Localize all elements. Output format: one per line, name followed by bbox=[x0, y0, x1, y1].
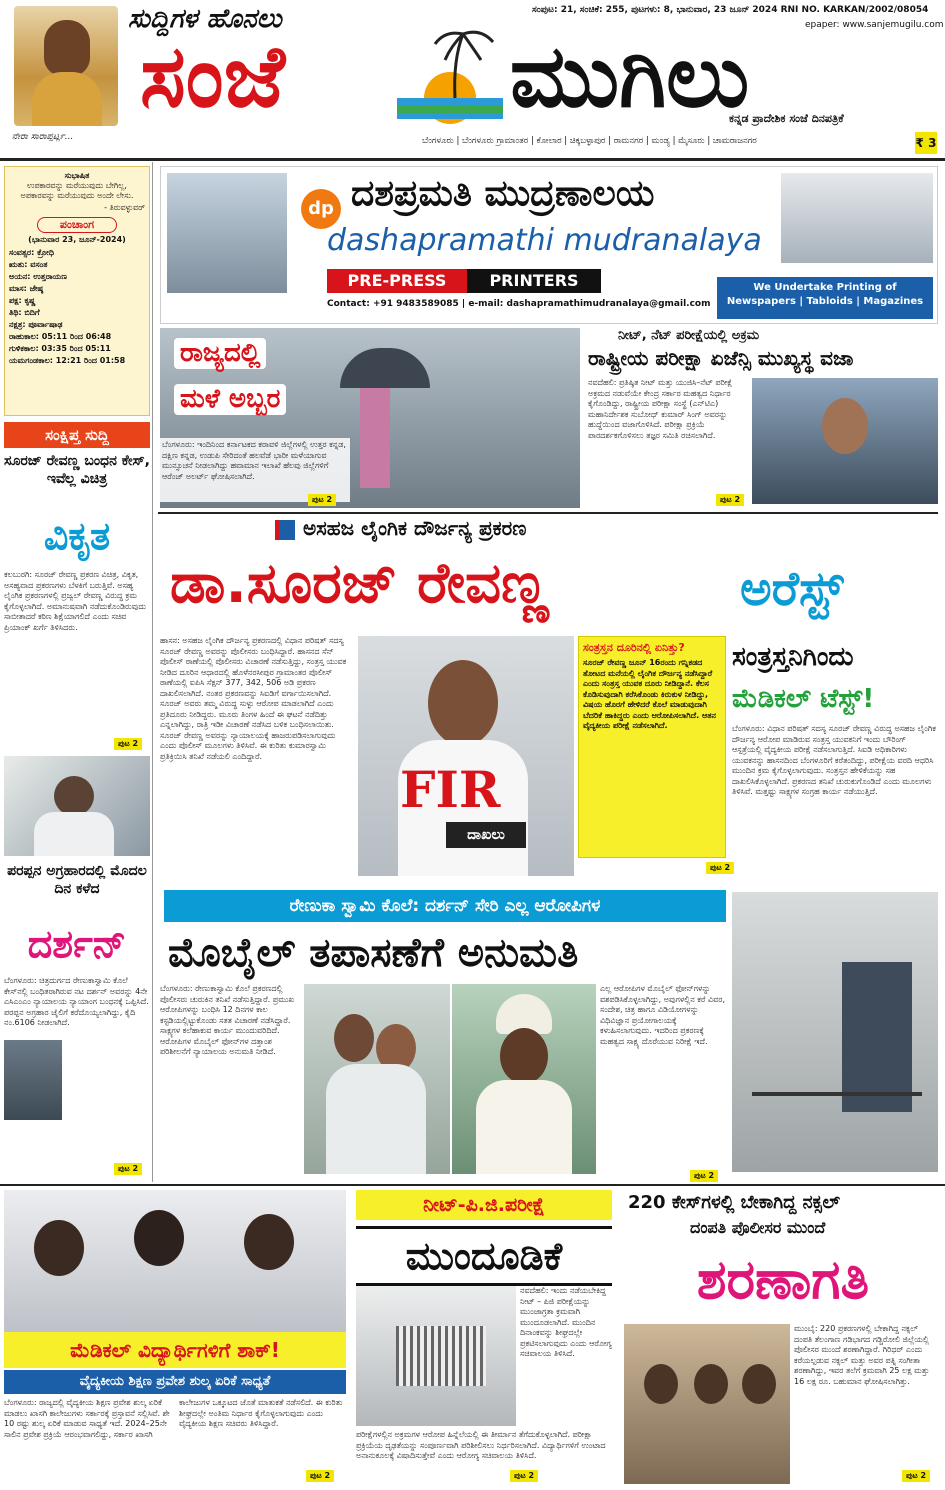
naxal-page-ref[interactable]: ಪುಟ 2 bbox=[902, 1470, 930, 1482]
neetpg-photo bbox=[356, 1286, 516, 1426]
lead-body: ಹಾಸನ: ಅಸಹಜ ಲೈಂಗಿಕ ದೌರ್ಜನ್ಯ ಪ್ರಕರಣದಲ್ಲಿ ವಿಧಾನ ಪರಿಷತ್ ಸದಸ್ಯ ಸೂರಜ್ ರೇವಣ್ಣ ಅವರನ್ನು ಪೊಲೀಸರು ಬಂಧಿಸಿದ್ದಾರೆ. ಹಾಸನದ ಸೆನ್ ಪೊಲೀಸ್ ಠಾಣೆಯಲ್ಲಿ ಪೊಲೀಸರು ವಿಚಾರಣೆ ನಡೆಸುತ್ತಿದ್ದು, ಸಂತ್ರಸ್ತ ಯುವಕ ನೀಡಿದ ದೂರಿನ ಆಧಾರದಲ್ಲಿ ಹೊಳೆನರಸೀಪುರ ಗ್ರಾಮಾಂತರ ಪೊಲೀಸ್ ಠಾಣೆಯಲ್ಲಿ ಐಪಿಸಿ ಸೆಕ್ಷನ್ 377, 342, 506 ಅಡಿ ಪ್ರಕರಣ ದಾಖಲಿಸಲಾಗಿದೆ. ನಂತರ ಪ್ರಕರಣವನ್ನು ಸಿಐಡಿಗೆ ವರ್ಗಾಯಿಸಲಾಗಿದೆ. ಸೂರಜ್ ಅವರು ತಮ್ಮ ವಿರುದ್ಧ ಸುಳ್ಳು ಆರೋಪ ಮಾಡಲಾಗಿದೆ ಎಂದು ಪ್ರತಿದೂರು ನೀಡಿದ್ದರು. ಮೂರು ತಿಂಗಳ ಹಿಂದೆ ಈ ಘಟನೆ ನಡೆದಿತ್ತು ಎನ್ನಲಾಗಿದ್ದು, ರಾತ್ರಿ ಇಡೀ ವಿಚಾರಣೆ ನಡೆಸಿದ ಬಳಿಕ ಬಂಧಿಸಲಾಯಿತು. ಸೂರಜ್ ರೇವಣ್ಣ ಅವರನ್ನು ನ್ಯಾಯಾಲಯಕ್ಕೆ ಹಾಜರುಪಡಿಸಲಾಗುವುದು ಎಂದು ಪೊಲೀಸ್ ಮೂಲಗಳು ತಿಳಿಸಿವೆ. ಈ ಕುರಿತು ಕುಮಾರಸ್ವಾಮಿ ಪ್ರತಿಕ್ರಿಯಿಸಿ ತನಿಖೆ ನಡೆಯಲಿ ಎಂದಿದ್ದಾರೆ. bbox=[160, 636, 347, 761]
paper-subtitle: ಕನ್ನಡ ಪ್ರಾದೇಶಿಕ ಸಂಜೆ ದಿನಪತ್ರಿಕೆ bbox=[729, 112, 844, 125]
darshan-kicker: ರೇಣುಕಾ ಸ್ವಾಮಿ ಕೊಲೆ: ದರ್ಶನ್ ಸೇರಿ ಎಲ್ಲ ಆರೋಪಿಗಳ bbox=[164, 890, 726, 922]
rain-story bbox=[160, 328, 580, 508]
editor-photo bbox=[14, 6, 118, 126]
medical-page-ref[interactable]: ಪುಟ 2 bbox=[306, 1470, 334, 1482]
naxal-head: ಶರಣಾಗತಿ bbox=[696, 1248, 870, 1311]
medical-body: ಬೆಂಗಳೂರು: ರಾಜ್ಯದಲ್ಲಿ ವೈದ್ಯಕೀಯ ಶಿಕ್ಷಣ ಪ್ರವೇಶ ಶುಲ್ಕ ಏರಿಕೆ ಮಾಡಲು ಖಾಸಗಿ ಕಾಲೇಜುಗಳು ಸರ್ಕಾರಕ್ಕೆ ಪ್ರಸ್ತಾವನೆ ಸಲ್ಲಿಸಿವೆ. ಶೇ 10 ರಷ್ಟು ಶುಲ್ಕ ಏರಿಕೆ ಮಾಡುವ ಸಾಧ್ಯತೆ ಇದೆ. 2024–25ನೇ ಸಾಲಿನ ಪ್ರವೇಶ ಪ್ರಕ್ರಿಯೆ ಆರಂಭವಾಗಲಿದ್ದು, ಸರ್ಕಾರ ಖಾಸಗಿ ಕಾಲೇಜುಗಳ ಒಕ್ಕೂಟದ ಜೊತೆ ಮಾತುಕತೆ ನಡೆಸಲಿದೆ. ಈ ಕುರಿತು ಶೀಘ್ರದಲ್ಲೇ ಅಂತಿಮ ನಿರ್ಧಾರ ಕೈಗೊಳ್ಳಲಾಗುವುದು ಎಂದು ವೈದ್ಯಕೀಯ ಶಿಕ್ಷಣ ಸಚಿವರು ತಿಳಿಸಿದ್ದಾರೆ. bbox=[4, 1398, 343, 1439]
kicker-marker-icon bbox=[275, 520, 295, 540]
issue-meta: ಸಂಪುಟ: 21, ಸಂಚಿಕೆ: 255, ಪುಟಗಳು: 8, ಭಾನುವಾರ, 23 ಜೂನ್ 2024 RNI NO. KARKAN/2002/08054 bbox=[532, 5, 929, 15]
story2-big: ದರ್ಶನ್ bbox=[27, 922, 127, 966]
ad-contact: Contact: +91 9483589085 | e-mail: dashapramathimudranalaya@gmail.com bbox=[327, 299, 711, 309]
lead-headline-red: ಡಾ.ಸೂರಜ್ ರೇವಣ್ಣ bbox=[170, 551, 549, 616]
epaper-link[interactable]: epaper: www.sanjemugilu.com bbox=[805, 20, 944, 30]
panchanga-date: (ಭಾನುವಾರ 23, ಜೂನ್-2024) bbox=[28, 235, 126, 244]
title-left: ಸಂಜೆ bbox=[140, 27, 285, 127]
price: ₹ 3 bbox=[915, 132, 937, 154]
ad-right-text: We Undertake Printing of Newspapers | Tabloids | Magazines bbox=[717, 277, 933, 319]
quote: ಉಪಕಾರವನ್ನು ಮರೆಯುವುದು ಬೇಗಿಲ್ಲ, ಅಪಕಾರವನ್ನು ಮರೆಯುವುದು ಅಂದೇ ಲೇಸು. bbox=[20, 181, 134, 200]
naxal-kicker2: ದಂಪತಿ ಪೊಲೀಸರ ಮುಂದೆ bbox=[690, 1218, 826, 1237]
darshan-photo1 bbox=[304, 984, 450, 1174]
neet-page-ref[interactable]: ಪುಟ 2 bbox=[716, 494, 744, 506]
neetpg-body2: ಪರೀಕ್ಷೆಗಳಲ್ಲಿನ ಅಕ್ರಮಗಳ ಆರೋಪ ಹಿನ್ನೆಲೆಯಲ್ಲಿ ಈ ತೀರ್ಮಾನ ತೆಗೆದುಕೊಳ್ಳಲಾಗಿದೆ. ಪರೀಕ್ಷಾ ಪ್ರಕ್ರಿಯೆಯ ದೃಢತೆಯನ್ನು ಸಂಪೂರ್ಣವಾಗಿ ಪರಿಶೀಲಿಸಲು ನಿರ್ಧರಿಸಲಾಗಿದೆ. ವಿದ್ಯಾರ್ಥಿಗಳಿಗೆ ಉಂಟಾದ ಅನಾನುಕೂಲಕ್ಕೆ ವಿಷಾದಿಸುತ್ತೇವೆ ಎಂದು ಆರೋಗ್ಯ ಸಚಿವಾಲಯ ತಿಳಿಸಿದೆ. bbox=[356, 1430, 606, 1460]
story1-head: ಸೂರಜ್ ರೇವಣ್ಣ ಬಂಧನ ಕೇಸ್, ಇವೆಲ್ಲ ವಿಚಿತ್ರ bbox=[4, 453, 150, 487]
ad-prepress: PRE-PRESS bbox=[327, 269, 467, 293]
neetpg-kicker: ನೀಟ್-ಪಿ.ಜಿ.ಪರೀಕ್ಷೆ bbox=[356, 1190, 612, 1220]
panchanga-title: ಪಂಚಾಂಗ bbox=[37, 217, 117, 233]
rain-head1: ರಾಜ್ಯದಲ್ಲಿ bbox=[174, 338, 266, 369]
tagline: ಸುದ್ದಿಗಳ ಹೊನಲು bbox=[128, 4, 282, 34]
fir-sub: ದಾಖಲು bbox=[446, 822, 526, 848]
panchanga-item: ಯಮಗಂಡಕಾಲ: 12:21 ರಿಂದ 01:58 bbox=[9, 356, 126, 365]
neetpg-body1: ನವದೆಹಲಿ: ಇಂದು ನಡೆಯಬೇಕಿದ್ದ ನೀಟ್ – ಪಿಜಿ ಪರೀಕ್ಷೆಯನ್ನು ಮುಂಜಾಗ್ರತಾ ಕ್ರಮವಾಗಿ ಮುಂದೂಡಲಾಗಿದೆ. ಮುಂದಿನ ದಿನಾಂಕವನ್ನು ಶೀಘ್ರದಲ್ಲೇ ಪ್ರಕಟಿಸಲಾಗುವುದು ಎಂದು ಆರೋಗ್ಯ ಸಚಿವಾಲಯ ತಿಳಿಸಿದೆ. bbox=[520, 1286, 612, 1358]
darshan-body1: ಬೆಂಗಳೂರು: ರೇಣುಕಾಸ್ವಾಮಿ ಕೊಲೆ ಪ್ರಕರಣದಲ್ಲಿ ಪೊಲೀಸರು ಚುರುಕಿನ ತನಿಖೆ ನಡೆಸುತ್ತಿದ್ದಾರೆ. ಪ್ರಮುಖ ಆರೋಪಿಗಳನ್ನು ಬಂಧಿಸಿ 12 ದಿನಗಳ ಕಾಲ ಕಸ್ಟಡಿಯಲ್ಲಿಟ್ಟುಕೊಂಡು ಸತತ ವಿಚಾರಣೆ ನಡೆಸಿದ್ದಾರೆ. ಸಾಕ್ಷ್ಯಗಳ ಕಲೆಹಾಕುವ ಕಾರ್ಯ ಮುಂದುವರಿದಿದೆ. ಆರೋಪಿಗಳ ಮೊಬೈಲ್ ಫೋನ್‌ಗಳ ದತ್ತಾಂಶ ಪರಿಶೀಲನೆಗೆ ನ್ಯಾಯಾಲಯ ಅನುಮತಿ ನೀಡಿದೆ. bbox=[160, 984, 295, 1056]
ad-printers: PRINTERS bbox=[467, 269, 601, 293]
lead-kicker: ಅಸಹಜ ಲೈಂಗಿಕ ದೌರ್ಜನ್ಯ ಪ್ರಕರಣ bbox=[275, 516, 695, 544]
panchanga-item: ಋತು: ವಸಂತ bbox=[9, 260, 48, 269]
cctv-photo bbox=[732, 892, 938, 1172]
ad-title-en: dashapramathi mudranalaya bbox=[327, 223, 762, 258]
medical-sub: ವೈದ್ಯಕೀಯ ಶಿಕ್ಷಣ ಪ್ರವೇಶ ಶುಲ್ಕ ಏರಿಕೆ ಸಾಧ್ಯತೆ bbox=[4, 1370, 346, 1394]
ad-machine-left bbox=[167, 173, 287, 293]
panchanga-item: ಅಯನ: ಉತ್ತರಾಯಣ bbox=[9, 272, 67, 281]
darshan-body2: ಎಲ್ಲ ಆರೋಪಿಗಳ ಮೊಬೈಲ್ ಫೋನ್‌ಗಳನ್ನು ವಶಪಡಿಸಿಕೊಳ್ಳಲಾಗಿದ್ದು, ಅವುಗಳಲ್ಲಿನ ಕರೆ ವಿವರ, ಸಂದೇಶ, ಚಿತ್ರ ಹಾಗೂ ವಿಡಿಯೋಗಳನ್ನು ವಿಧಿವಿಜ್ಞಾನ ಪ್ರಯೋಗಾಲಯಕ್ಕೆ ಕಳುಹಿಸಲಾಗುವುದು. ಇದರಿಂದ ಪ್ರಕರಣಕ್ಕೆ ಮಹತ್ವದ ಸಾಕ್ಷ್ಯ ದೊರೆಯುವ ನಿರೀಕ್ಷೆ ಇದೆ. bbox=[600, 984, 725, 1046]
darshan-page-ref[interactable]: ಪುಟ 2 bbox=[690, 1170, 718, 1182]
lead-side-head1: ಸಂತ್ರಸ್ತನಿಗಿಂದು bbox=[732, 642, 854, 672]
ad-logo: dp bbox=[301, 189, 341, 229]
panchanga-item: ತಿಥಿ: ಬಿದಿಗೆ bbox=[9, 308, 40, 317]
brief-title: ಸಂಕ್ಷಿಪ್ತ ಸುದ್ದಿ bbox=[4, 422, 150, 448]
lead-side-head2: ಮೆಡಿಕಲ್ ಟೆಸ್ಟ್! bbox=[732, 684, 875, 714]
story1-big: ವಿಕೃತ bbox=[43, 514, 111, 558]
naxal-kicker1: 220 ಕೇಸ್‌ಗಳಲ್ಲಿ ಬೇಕಾಗಿದ್ದ ನಕ್ಸಲ್ bbox=[628, 1192, 840, 1213]
bottom-divider bbox=[0, 1184, 945, 1186]
slogan: ನೇರಾ ಸಾರಾಪ್ಪರ್ಟ್ಲ... bbox=[12, 132, 74, 142]
neet-kicker: ನೀಟ್, ನೆಟ್ ಪರೀಕ್ಷೆಯಲ್ಲಿ ಅಕ್ರಮ bbox=[618, 328, 760, 343]
box-title: ಸಂತ್ರಸ್ತನ ದೂರಿನಲ್ಲಿ ಏನಿತ್ತು? bbox=[583, 641, 685, 654]
ad-machine-right bbox=[781, 173, 933, 263]
panchanga-item: ಮಾಸ: ಜೇಷ್ಠ bbox=[9, 284, 44, 293]
naxal-photo bbox=[624, 1324, 790, 1484]
darshan-head: ಮೊಬೈಲ್ ತಪಾಸಣೆಗೆ ಅನುಮತಿ bbox=[168, 930, 579, 976]
neetpg-head: ಮುಂದೂಡಿಕೆ bbox=[356, 1226, 612, 1286]
neet-head: ರಾಷ್ಟ್ರೀಯ ಪರೀಕ್ಷಾ ಏಜೆನ್ಸಿ ಮುಖ್ಯಸ್ಥ ವಜಾ bbox=[588, 346, 854, 370]
regions: ಬೆಂಗಳೂರು | ಬೆಂಗಳೂರು ಗ್ರಾಮಾಂತರ | ಕೋಲಾರ | ಚಿಕ್ಕಬಳ್ಳಾಪುರ | ರಾಮನಗರ | ಮಂಡ್ಯ | ಮೈಸೂರು | ಚಾಮರಾಜನಗರ bbox=[422, 136, 757, 146]
lead-top-divider bbox=[158, 512, 938, 514]
title-right: ಮುಗಿಲು bbox=[510, 27, 750, 127]
story1-page-ref[interactable]: ಪುಟ 2 bbox=[114, 738, 142, 750]
panchanga-item: ನಕ್ಷತ್ರ: ಪೂರ್ವಾಷಾಢ bbox=[9, 320, 63, 329]
ad-banner[interactable] bbox=[160, 166, 938, 324]
panchanga-box bbox=[4, 166, 150, 416]
panchanga-item: ಸಂವತ್ಸರ: ಕ್ರೋಧಿ bbox=[9, 248, 54, 257]
neet-story bbox=[588, 328, 938, 508]
masthead-divider bbox=[0, 158, 945, 161]
lead-side-body: ಬೆಂಗಳೂರು: ವಿಧಾನ ಪರಿಷತ್ ಸದಸ್ಯ ಸೂರಜ್ ರೇವಣ್ಣ ವಿರುದ್ಧ ಅಸಹಜ ಲೈಂಗಿಕ ದೌರ್ಜನ್ಯ ಆರೋಪ ಮಾಡಿರುವ ಸಂತ್ರಸ್ತ ಯುವಕನಿಗೆ ಇಂದು ಬೌರಿಂಗ್ ಆಸ್ಪತ್ರೆಯಲ್ಲಿ ವೈದ್ಯಕೀಯ ಪರೀಕ್ಷೆ ನಡೆಸಲಾಗುತ್ತಿದೆ. ಸಿಐಡಿ ಅಧಿಕಾರಿಗಳು ಯುವಕನನ್ನು ಹಾಸನದಿಂದ ಬೆಂಗಳೂರಿಗೆ ಕರೆತಂದಿದ್ದು, ಪರೀಕ್ಷೆಯ ವರದಿ ಆಧರಿಸಿ ಮುಂದಿನ ಕ್ರಮ ಕೈಗೊಳ್ಳಲಾಗುವುದು. ಸಂತ್ರಸ್ತನ ಹೇಳಿಕೆಯನ್ನು ಸಹ ದಾಖಲಿಸಿಕೊಳ್ಳಲಾಗಿದೆ. ಪ್ರಕರಣದ ತನಿಖೆ ಚುರುಕುಗೊಂಡಿದೆ ಎಂದು ಮೂಲಗಳು ತಿಳಿಸಿವೆ. ಮತ್ತಷ್ಟು ಸಾಕ್ಷ್ಯಗಳ ಸಂಗ್ರಹ ಕಾರ್ಯ ನಡೆಯುತ್ತಿದೆ. bbox=[732, 724, 936, 796]
rain-page-ref[interactable]: ಪುಟ 2 bbox=[308, 494, 336, 506]
fir-label: FIR bbox=[400, 760, 501, 819]
naxal-body: ಮುಂಬೈ: 220 ಪ್ರಕರಣಗಳಲ್ಲಿ ಬೇಕಾಗಿದ್ದ ನಕ್ಸಲ್ ದಂಪತಿ ತೆಲಂಗಾಣ ಗಡಿಭಾಗದ ಗಡ್ಚಿರೋಲಿ ಜಿಲ್ಲೆಯಲ್ಲಿ ಪೊಲೀಸರ ಮುಂದೆ ಶರಣಾಗಿದ್ದಾರೆ. ಗಿರಿಧರ್ ಎಂದು ಕರೆಯಲ್ಪಡುವ ನಕ್ಸಲ್ ಮತ್ತು ಅವರ ಪತ್ನಿ ಸಂಗೀತಾ ಶರಣಾಗಿದ್ದು, ಇವರ ತಲೆಗೆ ಕ್ರಮವಾಗಿ 25 ಲಕ್ಷ ಮತ್ತು 16 ಲಕ್ಷ ರೂ. ಬಹುಮಾನ ಘೋಷಿಸಲಾಗಿತ್ತು. bbox=[794, 1324, 930, 1386]
rain-body: ಬೆಂಗಳೂರು: ಇಂದಿನಿಂದ ಕರ್ನಾಟಕದ ಕರಾವಳಿ ಜಿಲ್ಲೆಗಳಲ್ಲಿ ಉತ್ತರ ಕನ್ನಡ, ದಕ್ಷಿಣ ಕನ್ನಡ, ಉಡುಪಿ ಸೇರಿದಂತೆ ಹಲವೆಡೆ ಭಾರೀ ಮಳೆಯಾಗುವ ಮುನ್ಸೂಚನೆ ನೀಡಲಾಗಿದ್ದು ಹವಾಮಾನ ಇಲಾಖೆ ಹೆಲವು ಜಿಲ್ಲೆಗಳಿಗೆ ಆರೆಂಜ್ ಅಲರ್ಟ್ ಘೋಷಿಸಲಾಗಿದೆ. bbox=[160, 438, 350, 502]
panchanga-item: ಪಕ್ಷ: ಕೃಷ್ಣ bbox=[9, 296, 36, 305]
panchanga-item: ಗುಳಿಕಕಾಲ: 03:35 ರಿಂದ 05:11 bbox=[9, 344, 111, 353]
story2-body: ಬೆಂಗಳೂರು: ಚಿತ್ರದುರ್ಗದ ರೇಣುಕಾಸ್ವಾಮಿ ಕೊಲೆ ಕೇಸ್‌ನಲ್ಲಿ ಬಂಧಿತರಾಗಿರುವ ನಟ ದರ್ಶನ್ ಅವರನ್ನು 4ನೇ ಎಸಿಎಂಎಂ ನ್ಯಾಯಾಲಯ ನ್ಯಾಯಾಂಗ ಬಂಧನಕ್ಕೆ ಒಪ್ಪಿಸಿದೆ. ಪರಪ್ಪನ ಅಗ್ರಹಾರ ಜೈಲಿಗೆ ಕರೆದೊಯ್ಯಲಾಗಿದ್ದು, ಕೈದಿ ನಂ.6106 ನೀಡಲಾಗಿದೆ. bbox=[4, 976, 149, 1027]
box-body: ಸೂರಜ್ ರೇವಣ್ಣ ಜೂನ್ 16ರಂದು ಗನ್ನಿಕಡದ ತೋಟದ ಮನೆಯಲ್ಲಿ ಲೈಂಗಿಕ ದೌರ್ಜನ್ಯ ನಡೆಸಿದ್ದಾರೆ ಎಂದು ಸಂತ್ರಸ್ತ ಯುವಕ ದೂರು ನೀಡಿದ್ದಾನೆ. ಕೆಲಸ ಕೊಡಿಸುವುದಾಗಿ ಕರೆಸಿಕೊಂಡು ಕಿರುಕುಳ ನೀಡಿದ್ದು, ವಿಷಯ ಹೊರಗೆ ಹೇಳಿದರೆ ಕೊಲೆ ಮಾಡುವುದಾಗಿ ಬೆದರಿಕೆ ಹಾಕಿದ್ದರು ಎಂದು ಆರೋಪಿಸಲಾಗಿದೆ. ಆತನ ವೈದ್ಯಕೀಯ ಪರೀಕ್ಷೆ ನಡೆಸಲಾಗಿದೆ. bbox=[583, 658, 716, 730]
quote-author: - ತಿರುವಳ್ಳುವರ್ bbox=[104, 203, 145, 212]
masthead bbox=[0, 0, 945, 158]
story2-page-ref[interactable]: ಪುಟ 2 bbox=[114, 1163, 142, 1175]
neet-body: ನವದೆಹಲಿ: ಪ್ರತಿಷ್ಠಿತ ನೀಟ್ ಮತ್ತು ಯುಜಿಸಿ–ನೆಟ್ ಪರೀಕ್ಷೆ ಅಕ್ರಮದ ನಡುವೆಯೇ ಕೇಂದ್ರ ಸರ್ಕಾರ ಮಹತ್ವದ ನಿರ್ಧಾರ ಕೈಗೊಂಡಿದ್ದು, ರಾಷ್ಟ್ರೀಯ ಪರೀಕ್ಷಾ ಸಂಸ್ಥೆ (ಎನ್‌ಟಿಎ) ಮಹಾನಿರ್ದೇಶಕ ಸುಬೋಧ್ ಕುಮಾರ್ ಸಿಂಗ್ ಅವರನ್ನು ಹುದ್ದೆಯಿಂದ ವಜಾಗೊಳಿಸಿದೆ. ಪರೀಕ್ಷಾ ಪ್ರಕ್ರಿಯೆ ಪಾರದರ್ಶಕಗೊಳಿಸಲು ತಜ್ಞರ ಸಮಿತಿ ರಚಿಸಲಾಗಿದೆ. bbox=[588, 378, 733, 440]
lead-headline-blue: ಅರೆಸ್ಟ್ bbox=[740, 561, 844, 617]
quote-label: ಸುಭಾಷಿತ bbox=[64, 171, 90, 180]
darshan-photo2 bbox=[452, 984, 596, 1174]
medical-head: ಮೆಡಿಕಲ್ ವಿದ್ಯಾರ್ಥಿಗಳಿಗೆ ಶಾಕ್! bbox=[4, 1332, 346, 1368]
lead-sidebox bbox=[578, 636, 726, 858]
panchanga-item: ರಾಹುಕಾಲ: 05:11 ರಿಂದ 06:48 bbox=[9, 332, 112, 341]
sidebar-divider bbox=[152, 162, 153, 1182]
story1-body: ಕಲಬುರಗಿ: ಸೂರಜ್ ರೇವಣ್ಣ ಪ್ರಕರಣ ವಿಚಿತ್ರ, ವಿಕೃತ, ಅಸಹ್ಯವಾದ ಪ್ರಕರಣಗಳು ಬೆಳಕಿಗೆ ಬರುತ್ತಿವೆ. ಅಸಹ್ಯ ಲೈಂಗಿಕ ಪ್ರಕರಣಗಳಲ್ಲಿ ಪ್ರಜ್ವಲ್ ರೇವಣ್ಣ ವಿರುದ್ಧ ಕ್ರಮ ಕೈಗೊಳ್ಳಲಾಗಿದೆ. ಅಮಾನುಷವಾಗಿ ನಡೆದುಕೊಂಡಿರುವುದು ಸಾಬೀತಾದರೆ ಕಠಿಣ ಶಿಕ್ಷೆಯಾಗಲಿದೆ ಎಂದು ಸಚಿವ ಪ್ರಿಯಾಂಕ್ ಖರ್ಗೆ ತಿಳಿಸಿದರು. bbox=[4, 570, 147, 632]
sun-logo-icon bbox=[395, 20, 505, 130]
story1-photo bbox=[4, 756, 150, 856]
sidebar bbox=[4, 166, 150, 1178]
panchanga-list bbox=[9, 247, 145, 367]
neet-photo bbox=[752, 378, 938, 504]
lead-page-ref[interactable]: ಪುಟ 2 bbox=[706, 862, 734, 874]
ad-title-kn: ದಶಪ್ರಮತಿ ಮುದ್ರಣಾಲಯ bbox=[351, 173, 655, 214]
neetpg-page-ref[interactable]: ಪುಟ 2 bbox=[510, 1470, 538, 1482]
story2-head: ಪರಪ್ಪನ ಅಗ್ರಹಾರದಲ್ಲಿ ಮೊದಲ ದಿನ ಕಳೆದ bbox=[7, 863, 147, 897]
rain-head2: ಮಳೆ ಅಬ್ಬರ bbox=[174, 384, 286, 415]
